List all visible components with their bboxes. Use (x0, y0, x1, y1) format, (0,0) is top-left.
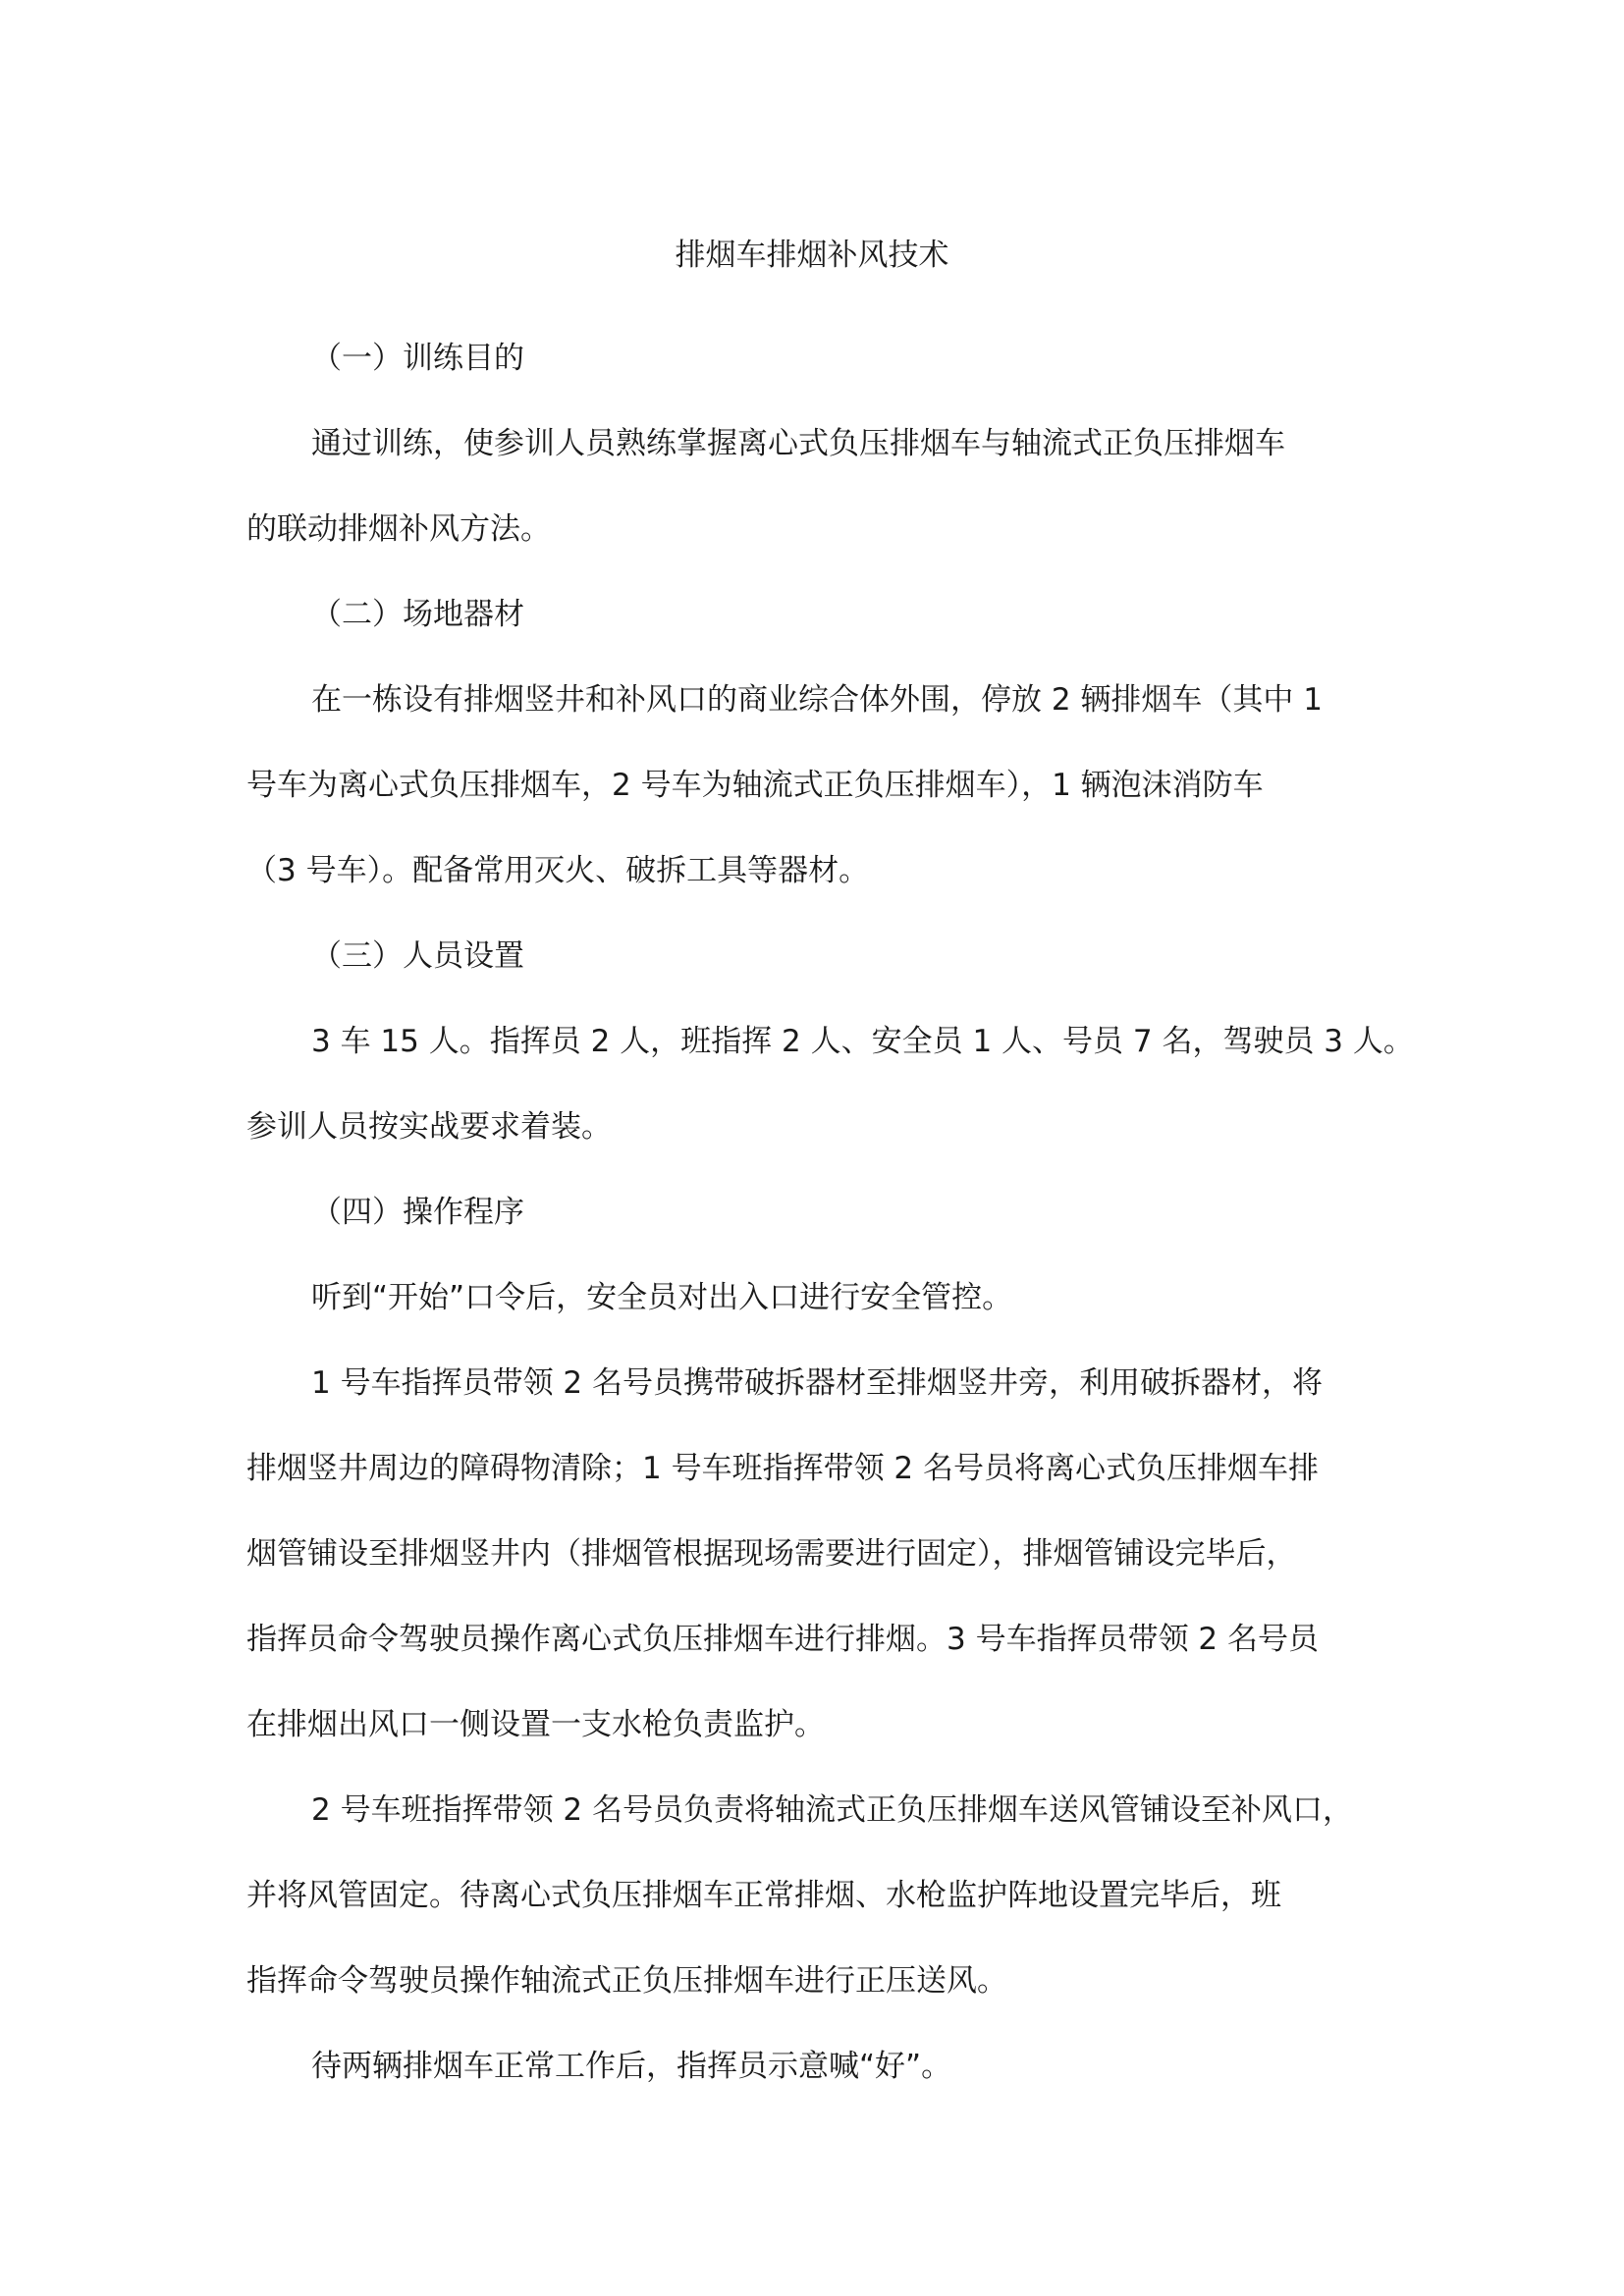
paragraph-line: 排烟竖井周边的障碍物清除；1 号车班指挥带领 2 名号员将离心式负压排烟车排 (246, 1451, 1320, 1486)
section-heading: （一）训练目的 (311, 341, 524, 376)
paragraph-line: 指挥命令驾驶员操作轴流式正负压排烟车进行正压送风。 (246, 1963, 1007, 1999)
paragraph-line: 指挥员命令驾驶员操作离心式负压排烟车进行排烟。3 号车指挥员带领 2 名号员 (246, 1622, 1320, 1657)
document-body (246, 316, 1414, 2109)
paragraph-line: 的联动排烟补风方法。 (246, 511, 551, 547)
paragraph (246, 2024, 1395, 2109)
paragraph-line: 待两辆排烟车正常工作后，指挥员示意喊“好”。 (311, 2049, 952, 2084)
section-heading: （四）操作程序 (311, 1195, 524, 1230)
paragraph-line: 号车为离心式负压排烟车，2 号车为轴流式正负压排烟车），1 辆泡沫消防车 (246, 768, 1264, 803)
paragraph-line: 参训人员按实战要求着装。 (246, 1109, 612, 1145)
paragraph (246, 658, 1395, 914)
paragraph-line: 在排烟出风口一侧设置一支水枪负责监护。 (246, 1707, 825, 1742)
document-title: 排烟车排烟补风技术 (675, 238, 949, 273)
paragraph-line: 1 号车指挥员带领 2 名号员携带破拆器材至排烟竖井旁，利用破拆器材，将 (311, 1365, 1324, 1401)
section-heading: （三）人员设置 (311, 938, 524, 974)
paragraph-line: 并将风管固定。待离心式负压排烟车正常排烟、水枪监护阵地设置完毕后，班 (246, 1878, 1281, 1913)
paragraph-line: 通过训练，使参训人员熟练掌握离心式负压排烟车与轴流式正负压排烟车 (311, 426, 1285, 461)
paragraph-line: （3 号车）。配备常用灭火、破拆工具等器材。 (246, 853, 870, 888)
section-heading: （二）场地器材 (311, 597, 524, 632)
paragraph-line: 听到“开始”口令后，安全员对出入口进行安全管控。 (311, 1280, 1013, 1315)
paragraph (246, 401, 1395, 572)
paragraph-line: 烟管铺设至排烟竖井内（排烟管根据现场需要进行固定），排烟管铺设完毕后， (246, 1536, 1297, 1572)
paragraph-line: 3 车 15 人。指挥员 2 人，班指挥 2 人、安全员 1 人、号员 7 名，驾驶员 3 人。 (311, 1024, 1414, 1059)
paragraph (246, 999, 1414, 1170)
paragraph (246, 1768, 1395, 2024)
paragraph-line: 2 号车班指挥带领 2 名号员负责将轴流式正负压排烟车送风管铺设至补风口， (311, 1792, 1354, 1828)
paragraph (246, 1255, 1395, 1341)
paragraph-line: 在一栋设有排烟竖井和补风口的商业综合体外围，停放 2 辆排烟车（其中 1 (311, 682, 1324, 718)
paragraph (246, 1341, 1395, 1768)
